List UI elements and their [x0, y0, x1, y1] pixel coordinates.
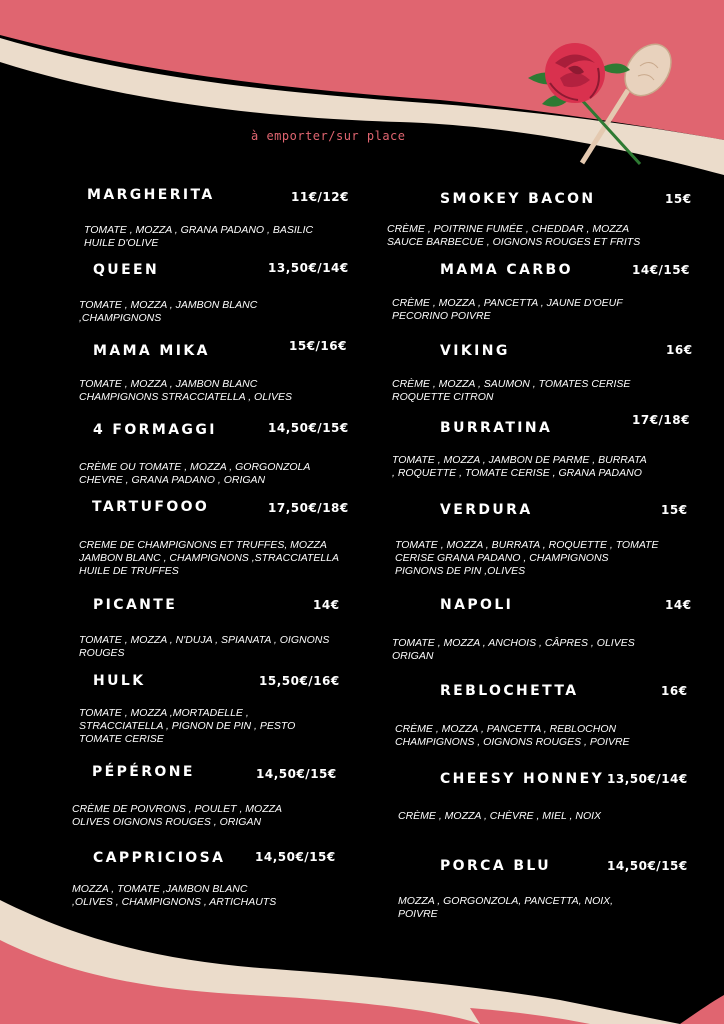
item-price: 11€/12€ [291, 190, 349, 204]
item-name: MAMA CARBO [440, 262, 573, 278]
item-description: TOMATE , MOZZA , N'DUJA , SPIANATA , OIGNONS ROUGES [79, 634, 330, 659]
item-price: 16€ [666, 343, 693, 357]
item-name: PICANTE [93, 597, 178, 613]
item-description: TOMATE , MOZZA , JAMBON BLANC CHAMPIGNONS STRACCIATELLA , OLIVES [79, 378, 292, 403]
item-name: PÉPÉRONE [92, 764, 195, 780]
item-price: 13,50€/14€ [268, 261, 349, 275]
item-price: 14,50€/15€ [255, 850, 336, 864]
item-description: TOMATE , MOZZA , JAMBON DE PARME , BURRATA , ROQUETTE , TOMATE CERISE , GRANA PADANO [392, 454, 647, 479]
item-name: 4 FORMAGGI [93, 422, 217, 438]
item-description: MOZZA , GORGONZOLA, PANCETTA, NOIX, POIVRE [398, 895, 614, 920]
item-price: 16€ [661, 684, 688, 698]
item-description: CRÈME , MOZZA , CHÈVRE , MIEL , NOIX [398, 810, 602, 822]
item-description: CRÈME , POITRINE FUMÉE , CHEDDAR , MOZZA SAUCE BARBECUE , OIGNONS ROUGES ET FRITS [387, 223, 641, 248]
item-price: 15€ [661, 503, 688, 517]
item-price: 14€ [313, 598, 340, 612]
item-description: MOZZA , TOMATE ,JAMBON BLANC ,OLIVES , CHAMPIGNONS , ARTICHAUTS [72, 883, 277, 908]
item-description: TOMATE , MOZZA ,MORTADELLE , STRACCIATELLA , PIGNON DE PIN , PESTO TOMATE CERISE [79, 707, 296, 745]
item-description: CRÈME DE POIVRONS , POULET , MOZZA OLIVES OIGNONS ROUGES , ORIGAN [72, 803, 283, 828]
item-name: VIKING [440, 343, 510, 359]
item-price: 14,50€/15€ [268, 421, 349, 435]
item-name: REBLOCHETTA [440, 683, 579, 699]
item-price: 15€ [665, 192, 692, 206]
item-description: CRÈME , MOZZA , PANCETTA , JAUNE D'OEUF PECORINO POIVRE [392, 297, 623, 322]
item-name: PORCA BLU [440, 858, 551, 874]
item-description: CREME DE CHAMPIGNONS ET TRUFFES, MOZZA JAMBON BLANC , CHAMPIGNONS ,STRACCIATELLA HUILE DE TRUFFES [79, 539, 340, 577]
item-name: MAMA MIKA [93, 343, 210, 359]
item-name: SMOKEY BACON [440, 191, 596, 207]
item-name: CHEESY HONNEY [440, 771, 605, 787]
item-name: VERDURA [440, 502, 533, 518]
item-description: TOMATE , MOZZA , GRANA PADANO , BASILIC HUILE D'OLIVE [84, 224, 314, 249]
item-description: CRÈME , MOZZA , SAUMON , TOMATES CERISE ROQUETTE CITRON [392, 378, 631, 403]
item-description: TOMATE , MOZZA , JAMBON BLANC ,CHAMPIGNONS [79, 299, 258, 324]
item-description: CRÈME OU TOMATE , MOZZA , GORGONZOLA CHEVRE , GRANA PADANO , ORIGAN [79, 461, 311, 486]
item-description: TOMATE , MOZZA , ANCHOIS , CÂPRES , OLIVES ORIGAN [392, 637, 635, 662]
item-name: CAPPRICIOSA [93, 850, 226, 866]
rose-and-pizza-peel-icon [520, 38, 680, 168]
item-name: TARTUFOOO [92, 499, 210, 515]
item-price: 15€/16€ [289, 339, 347, 353]
item-name: QUEEN [93, 262, 160, 278]
item-price: 14,50€/15€ [607, 859, 688, 873]
item-price: 17€/18€ [632, 413, 690, 427]
item-name: MARGHERITA [87, 187, 215, 203]
item-price: 14€/15€ [632, 263, 690, 277]
item-description: TOMATE , MOZZA , BURRATA , ROQUETTE , TOMATE CERISE GRANA PADANO , CHAMPIGNONS PIGNONS DE PIN ,OLIVES [395, 539, 659, 577]
subtitle: à emporter/sur place [251, 129, 406, 143]
item-price: 13,50€/14€ [607, 772, 688, 786]
item-name: NAPOLI [440, 597, 514, 613]
item-price: 15,50€/16€ [259, 674, 340, 688]
item-name: HULK [93, 673, 146, 689]
item-description: CRÈME , MOZZA , PANCETTA , REBLOCHON CHAMPIGNONS , OIGNONS ROUGES , POIVRE [395, 723, 630, 748]
item-price: 14,50€/15€ [256, 767, 337, 781]
item-price: 17,50€/18€ [268, 501, 349, 515]
item-name: BURRATINA [440, 420, 553, 436]
item-price: 14€ [665, 598, 692, 612]
